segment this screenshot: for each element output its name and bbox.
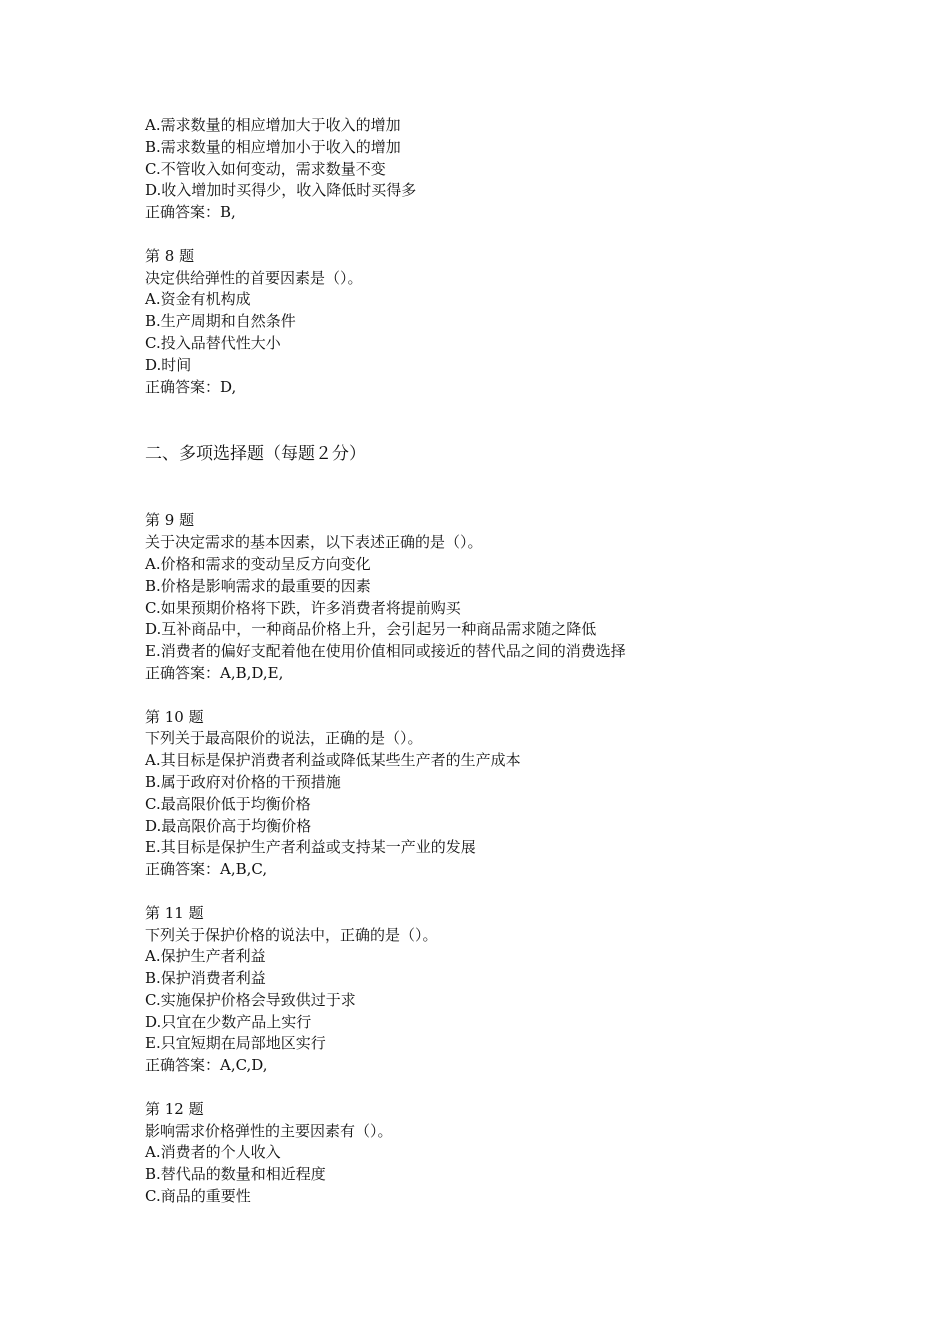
option-c: C.如果预期价格将下跌，许多消费者将提前购买	[145, 598, 461, 617]
question-12	[145, 1099, 905, 1208]
option-d: D.收入增加时买得少，收入降低时买得多	[145, 181, 417, 200]
question-stem: 下列关于保护价格的说法中，正确的是（）。	[145, 925, 438, 944]
option-a: A.价格和需求的变动呈反方向变化	[145, 554, 371, 573]
question-title: 第 11 题	[145, 903, 204, 922]
option-d: D.互补商品中，一种商品价格上升，会引起另一种商品需求随之降低	[145, 620, 597, 639]
option-b: B.属于政府对价格的干预措施	[145, 772, 341, 791]
question-title: 第 10 题	[145, 707, 204, 726]
option-d: D.时间	[145, 355, 192, 374]
answer-line: 正确答案：A,B,C,	[145, 860, 268, 879]
option-d: D.只宜在少数产品上实行	[145, 1012, 312, 1031]
option-a: A.保护生产者利益	[145, 947, 266, 966]
question-title: 第 9 题	[145, 511, 195, 530]
question-title: 第 12 题	[145, 1099, 204, 1118]
option-b: B.保护消费者利益	[145, 969, 266, 988]
option-e: E.只宜短期在局部地区实行	[145, 1034, 326, 1053]
answer-line: 正确答案：D,	[145, 377, 237, 396]
question-stem: 影响需求价格弹性的主要因素有（）。	[145, 1121, 393, 1140]
option-e: E.其目标是保护生产者利益或支持某一产业的发展	[145, 838, 476, 857]
option-a: A.其目标是保护消费者利益或降低某些生产者的生产成本	[145, 751, 521, 770]
option-e: E.消费者的偏好支配着他在使用价值相同或接近的替代品之间的消费选择	[145, 642, 626, 661]
option-b: B.需求数量的相应增加小于收入的增加	[145, 137, 401, 156]
option-a: A.需求数量的相应增加大于收入的增加	[145, 116, 401, 134]
option-b: B.替代品的数量和相近程度	[145, 1165, 326, 1184]
answer-line: 正确答案：A,B,D,E,	[145, 663, 284, 682]
question-10	[145, 707, 905, 881]
option-c: C.不管收入如何变动，需求数量不变	[145, 159, 386, 178]
option-c: C.投入品替代性大小	[145, 333, 281, 352]
option-b: B.生产周期和自然条件	[145, 312, 296, 331]
question-7-fragment	[145, 115, 905, 224]
option-d: D.最高限价高于均衡价格	[145, 816, 312, 835]
question-stem: 下列关于最高限价的说法，正确的是（）。	[145, 729, 423, 748]
question-8	[145, 246, 905, 399]
option-b: B.价格是影响需求的最重要的因素	[145, 576, 371, 595]
option-a: A.资金有机构成	[145, 290, 251, 309]
question-9	[145, 510, 905, 684]
question-title: 第 8 题	[145, 246, 195, 265]
section-heading: 二、多项选择题（每题２分）	[145, 444, 366, 465]
option-a: A.消费者的个人收入	[145, 1143, 281, 1162]
answer-line: 正确答案：B,	[145, 203, 236, 222]
answer-line: 正确答案：A,C,D,	[145, 1056, 268, 1075]
question-11	[145, 903, 905, 1077]
option-c: C.最高限价低于均衡价格	[145, 794, 311, 813]
document-page	[145, 115, 905, 1208]
question-stem: 决定供给弹性的首要因素是（）。	[145, 268, 363, 287]
option-c: C.商品的重要性	[145, 1187, 251, 1206]
option-c: C.实施保护价格会导致供过于求	[145, 990, 356, 1009]
question-stem: 关于决定需求的基本因素，以下表述正确的是（）。	[145, 533, 483, 552]
